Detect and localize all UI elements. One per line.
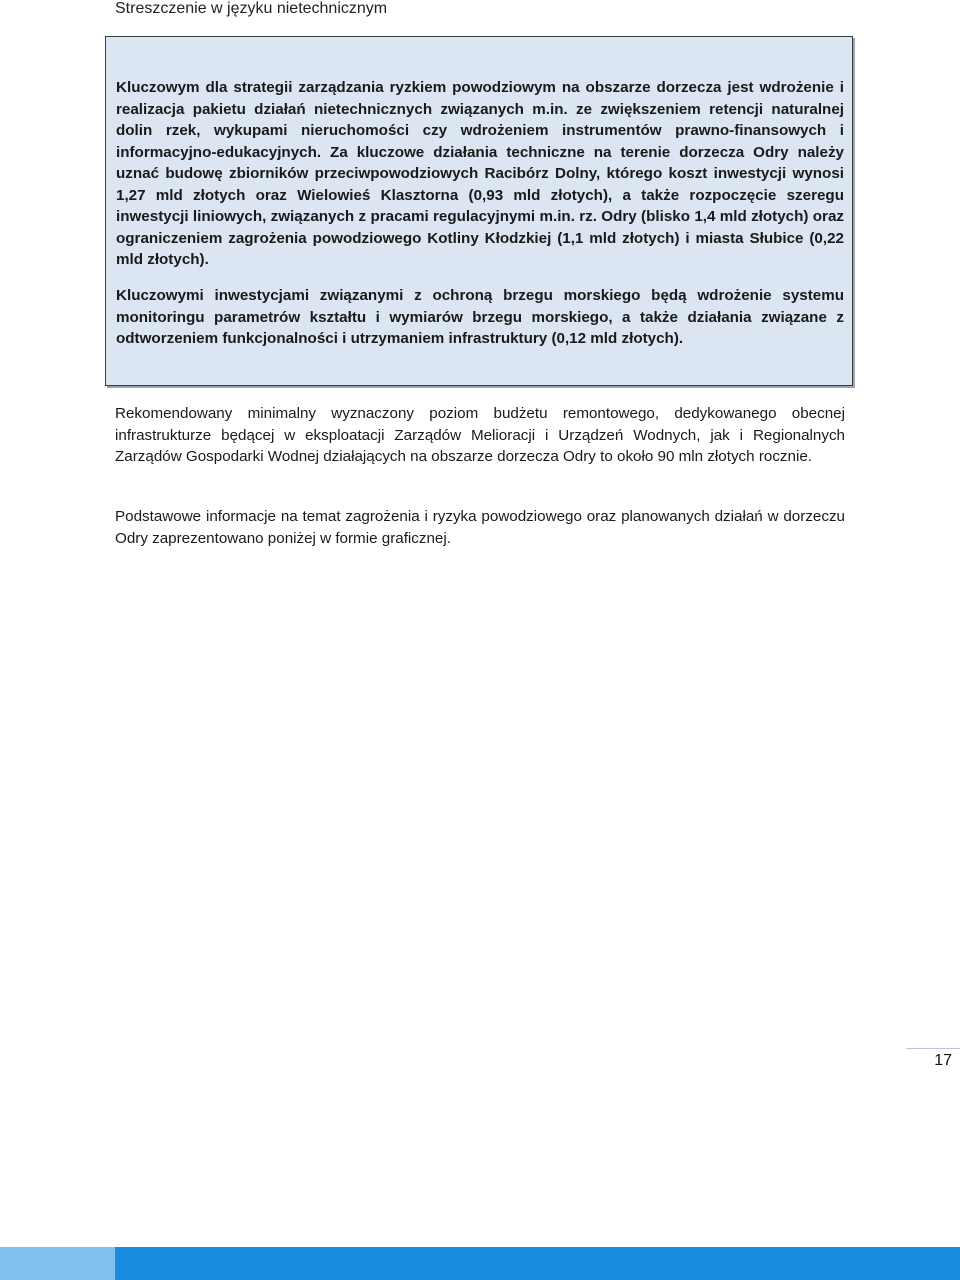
footer-band: [0, 1247, 960, 1280]
body-paragraph-maintenance-budget: Rekomendowany minimalny wyznaczony poziom budżetu remontowego, dedykowanego obecnej infrastrukturze będącej w eksploatacji Zarządów Melioracji i Urządzeń Wodnych, jak i Regionalnych Zarządów Gospodarki Wodnej działających na obszarze dorzecza Odry to około 90 mln złotych rocznie.: [115, 405, 845, 466]
page-number: 17: [934, 1052, 952, 1069]
summary-paragraph-nontechnical-actions: Kluczowym dla strategii zarządzania ryzkiem powodziowym na obszarze dorzecza jest wdrożenie i realizacja pakietu działań nietechnicznych związanych m.in. ze zwiększeniem retencji naturalnej dolin rzek, wykupami nieruchomości czy wdrożeniem instrumentów prawno-finansowych i informacyjno-edukacyjnych. Za kluczowe działania techniczne na terenie dorzecza Odry należy uznać budowę zbiorników przeciwpowodziowych Racibórz Dolny, którego koszt inwestycji wynosi 1,27 mld złotych oraz Wielowieś Klasztorna (0,93 mld złotych), a także rozpoczęcie szeregu inwestycji liniowych, związanych z pracami regulacyjnymi m.in. rz. Odry (blisko 1,4 mld złotych) oraz ograniczeniem zagrożenia powodziowego Kotliny Kłodzkiej (1,1 mld złotych) i miasta Słubice (0,22 mld złotych).: [116, 79, 844, 268]
running-header: Streszczenie w języku nietechnicznym: [115, 0, 388, 17]
body-paragraph-graphic-intro: Podstawowe informacje na temat zagrożenia i ryzyka powodziowego oraz planowanych działań w dorzeczu Odry zaprezentowano poniżej w formie graficznej.: [115, 508, 845, 547]
footer-band-accent: [0, 1247, 115, 1280]
page-number-rule: [906, 1048, 960, 1049]
summary-box: [105, 36, 853, 386]
summary-paragraph-coastal-investments: Kluczowymi inwestycjami związanymi z ochroną brzegu morskiego będą wdrożenie systemu monitoringu parametrów kształtu i wymiarów brzegu morskiego, a także działania związane z odtworzeniem funkcjonalności i utrzymaniem infrastruktury (0,12 mld złotych).: [116, 287, 844, 347]
